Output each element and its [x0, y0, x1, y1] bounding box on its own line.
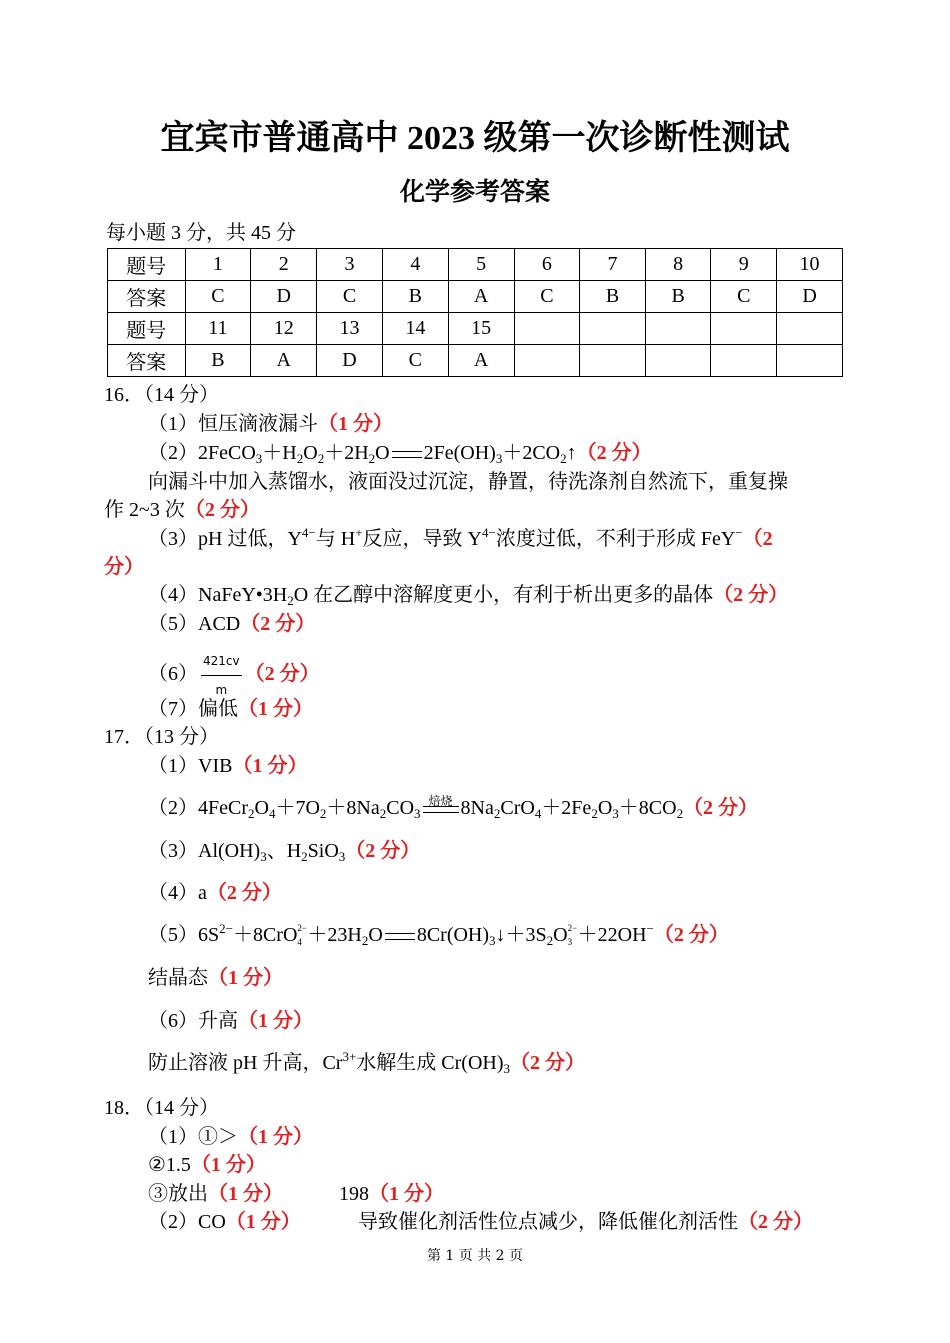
q18-part1b [148, 1152, 266, 1178]
charge: 4− [481, 525, 496, 540]
answer-text: 、H [266, 840, 302, 862]
fraction-numerator: 421cv [201, 648, 242, 676]
answer-text: 浓度过低，不利于形成 FeY [495, 528, 736, 550]
table-cell: D [777, 281, 843, 313]
score-label: （2 分） [576, 442, 652, 464]
subscript: 3 [503, 1061, 511, 1076]
table-cell [645, 345, 711, 377]
score-label: （2 分） [244, 663, 320, 686]
subscript: 2 [287, 593, 294, 608]
table-cell: B [382, 281, 448, 313]
answer-text: （3）pH 过低，Y [148, 528, 302, 550]
table-cell: 5 [448, 249, 514, 281]
score-label: （1 分） [208, 1183, 283, 1205]
table-cell: 7 [580, 249, 646, 281]
table-cell: 12 [251, 313, 317, 345]
answer-text: （7）偏低 [148, 698, 238, 720]
answer-text: （3）Al(OH) [148, 840, 261, 862]
score-label: （2 分） [206, 882, 282, 904]
charge: + [355, 525, 363, 540]
equals-sign [423, 806, 459, 813]
q17-part5-extra [148, 965, 283, 991]
row-label: 题号 [108, 313, 186, 345]
q17-part1 [148, 753, 307, 779]
table-cell: 4 [382, 249, 448, 281]
score-label: （1 分） [225, 1211, 301, 1233]
answer-text: 与 H [315, 528, 356, 550]
reaction-condition [421, 796, 461, 816]
table-cell: 8 [645, 249, 711, 281]
condition-label: 焙烧 [428, 794, 453, 808]
score-label: （2 分） [713, 584, 789, 606]
score-label: （2 分） [345, 840, 421, 862]
score-label: （1 分） [238, 1010, 313, 1032]
answer-table [107, 248, 843, 377]
q18-heading: 18．（14 分） [104, 1097, 219, 1119]
answer-text: 水解生成 Cr(OH) [356, 1052, 504, 1074]
q17-part5-equation: $(5)6S^{2-}+8CrO$ 2− 4 $+23H_2O$ $8Cr(OH)_3↓+3S_2O$ 2− 3 ＋22OH−（2 分） [148, 921, 729, 948]
table-row [108, 345, 843, 377]
answer-text: 导致催化剂活性位点减少，降低催化剂活性 [358, 1211, 738, 1233]
page-subtitle: 化学参考答案 [399, 179, 550, 206]
q16-part7 [148, 696, 313, 722]
table-cell: 2 [251, 249, 317, 281]
q17-part4 [148, 880, 282, 906]
answer-text: （6）升高 [148, 1010, 238, 1032]
table-cell: A [448, 345, 514, 377]
answer-text: 作 2~3 次 [104, 499, 185, 521]
table-row [108, 313, 843, 345]
score-label: （2 分） [653, 924, 729, 946]
ion-charge: 2− 3 [567, 923, 578, 947]
q17-heading: 17．（13 分） [104, 726, 219, 748]
answer-text: （2） [148, 442, 198, 464]
table-cell: C [382, 345, 448, 377]
table-cell: D [251, 281, 317, 313]
page-number: 第 1 页 共 2 页 [426, 1248, 524, 1264]
answer-text: （1）恒压滴液漏斗 [148, 413, 318, 435]
q18-part1c [148, 1181, 283, 1207]
table-cell [777, 345, 843, 377]
equals-sign [392, 451, 422, 458]
score-label: （2 分） [683, 797, 759, 819]
score-label: （1 分） [238, 698, 313, 720]
answer-text: （1）VIB [148, 755, 233, 777]
fraction-denominator: m [215, 683, 228, 697]
answer-text: （5） [148, 924, 198, 946]
score-label: （2 分） [738, 1211, 813, 1233]
score-label: （1 分） [208, 967, 283, 989]
q18-part1c-value [339, 1181, 444, 1207]
table-cell: D [317, 345, 383, 377]
score-label: （2 分） [184, 499, 260, 521]
q17-part6 [148, 1008, 313, 1034]
answer-text: 198 [339, 1183, 369, 1205]
q16-part2-text-cont [104, 497, 260, 523]
answer-text: （2） [148, 797, 198, 819]
table-row [108, 281, 843, 313]
answer-text: 防止溶液 pH 升高，Cr [148, 1052, 343, 1074]
q18-part1 [148, 1124, 313, 1150]
answer-text: 结晶态 [148, 967, 208, 989]
q16-part4 [148, 582, 788, 608]
table-cell: A [448, 281, 514, 313]
row-label: 题号 [108, 249, 186, 281]
q17-part2-equation: $(2)4FeCr_2O_4+7O_2+8Na_2CO_3$ 焙烧 $8Na_2CrO_4+2Fe_2O_3+8CO_2(2$ 分） [148, 795, 758, 821]
answer-text: SiO [307, 840, 339, 862]
score-label: （2 分） [510, 1052, 586, 1074]
table-cell: 14 [382, 313, 448, 345]
q18-part2 [148, 1209, 301, 1235]
row-label: 答案 [108, 345, 186, 377]
table-cell: A [251, 345, 317, 377]
score-label: （2 [742, 528, 773, 550]
equals-sign [385, 933, 415, 940]
answer-text: （2）CO [148, 1211, 226, 1233]
score-label: （1 分） [369, 1183, 444, 1205]
answer-text: ②1.5 [148, 1154, 191, 1176]
table-cell: C [317, 281, 383, 313]
table-cell: 11 [185, 313, 251, 345]
score-label: （1 分） [238, 1126, 313, 1148]
q17-part6-extra [148, 1050, 585, 1076]
table-cell [580, 345, 646, 377]
answer-text: （4）a [148, 882, 207, 904]
table-row [108, 249, 843, 281]
charge: 3+ [342, 1049, 357, 1064]
answer-text: ③放出 [148, 1183, 208, 1205]
table-cell: 15 [448, 313, 514, 345]
q16-part2-text: 向漏斗中加入蒸馏水，液面没过沉淀，静置，待洗涤剂自然流下，重复操 [148, 471, 788, 493]
answer-text: O 在乙醇中溶解度更小，有利于析出更多的晶体 [293, 584, 714, 606]
table-cell [711, 345, 777, 377]
table-cell [645, 313, 711, 345]
table-cell [514, 313, 580, 345]
score-label: （1 分） [232, 755, 308, 777]
table-cell: B [185, 345, 251, 377]
score-label: （2 分） [240, 613, 316, 635]
table-cell: 9 [711, 249, 777, 281]
q16-part3 [148, 526, 773, 552]
charge: 4− [301, 525, 316, 540]
table-cell [777, 313, 843, 345]
answer-text: （5）ACD [148, 613, 241, 635]
q18-part2-reason [358, 1209, 813, 1235]
score-label: 分） [104, 556, 144, 578]
q16-heading: 16．（14 分） [104, 384, 219, 406]
answer-text: （4）NaFeY•3H [148, 584, 288, 606]
section-intro: 每小题 3 分，共 45 分 [106, 222, 296, 244]
fraction [201, 648, 242, 703]
score-label: （1 分） [190, 1154, 266, 1176]
q17-part3: $(3)Al(OH)_3$、$H_2SiO_3(2$ 分） [148, 840, 421, 864]
table-cell [711, 313, 777, 345]
table-cell: 10 [777, 249, 843, 281]
table-cell: 13 [317, 313, 383, 345]
table-cell: C [185, 281, 251, 313]
score-label: （1 分） [318, 413, 393, 435]
table-cell: 6 [514, 249, 580, 281]
q16-part1 [148, 411, 393, 437]
answer-text: （6） [148, 663, 198, 686]
page-title: 宜宾市普通高中 2023 级第一次诊断性测试 [160, 120, 790, 157]
ion-charge: 2− 4 [297, 923, 307, 947]
q16-part2-equation: $(2)2FeCO_3+H_2O_2+2H_2O$ $2Fe(OH)_3+2CO_2↑(2$ 分） [148, 442, 652, 466]
table-cell: C [711, 281, 777, 313]
table-cell: 1 [185, 249, 251, 281]
table-cell: B [645, 281, 711, 313]
q16-part5 [148, 611, 315, 637]
table-cell [514, 345, 580, 377]
answer-text: （1）①＞ [148, 1126, 238, 1148]
table-cell: 3 [317, 249, 383, 281]
row-label: 答案 [108, 281, 186, 313]
table-cell: C [514, 281, 580, 313]
charge: − [735, 525, 743, 540]
table-cell: B [580, 281, 646, 313]
q16-part6 [148, 648, 320, 703]
table-cell [580, 313, 646, 345]
answer-text: 反应，导致 Y [362, 528, 482, 550]
